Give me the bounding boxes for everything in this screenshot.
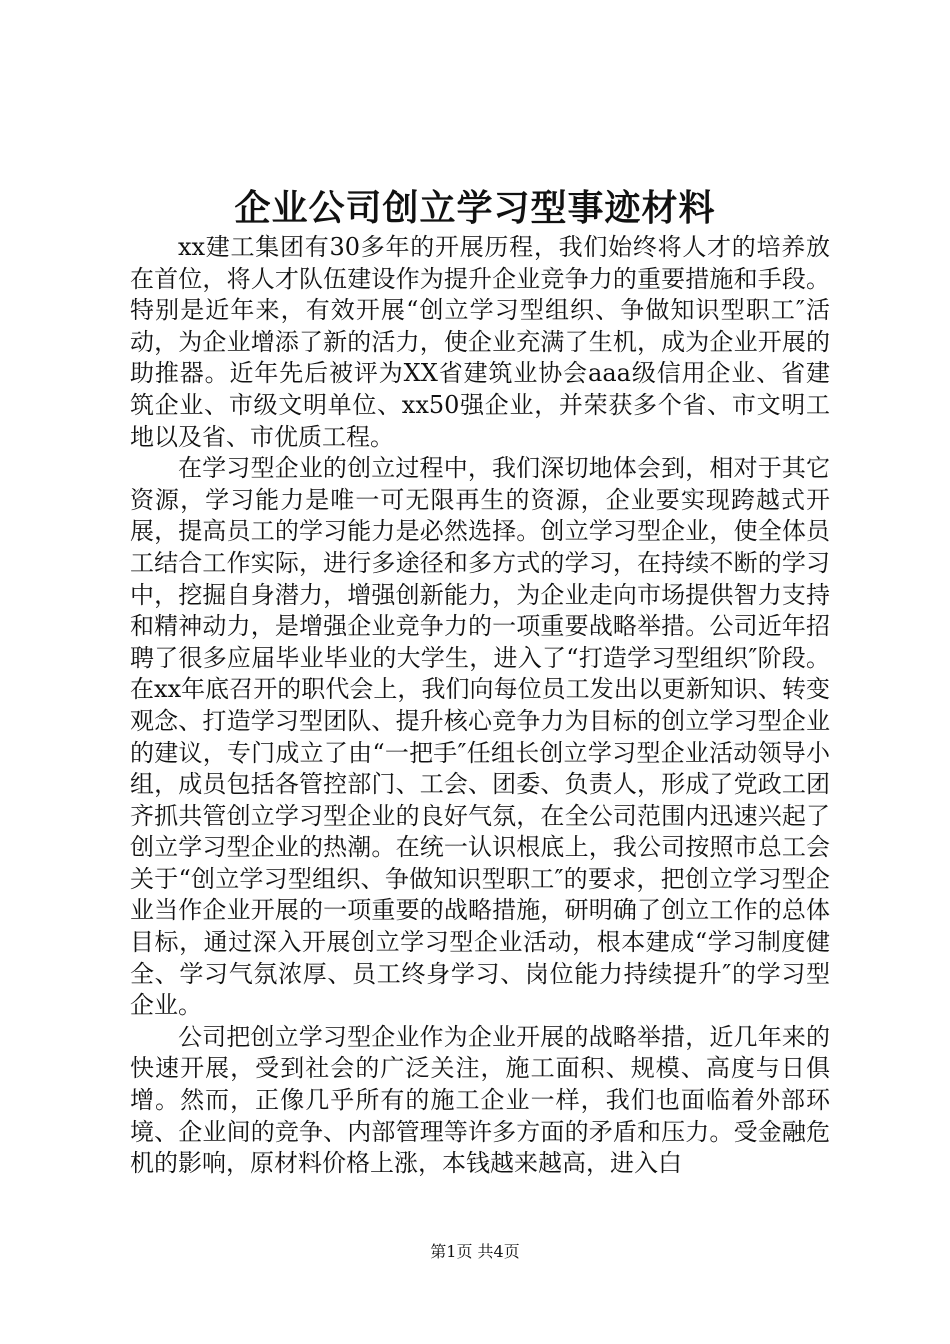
document-title: 企业公司创立学习型事迹材料 <box>234 187 716 229</box>
page-footer: 第1页 共4页 <box>430 1242 520 1261</box>
document-body <box>130 232 830 1180</box>
paragraph: 在学习型企业的创立过程中，我们深切地体会到，相对于其它资源，学习能力是唯一可无限再生的资源，企业要实现跨越式开展，提高员工的学习能力是必然选择。创立学习型企业，使全体员工结合工作实际，进行多途径和多方式的学习，在持续不断的学习中，挖掘自身潜力，增强创新能力，为企业走向市场提供智力支持和精神动力，是增强企业竞争力的一项重要战略举措。公司近年招聘了很多应届毕业毕业的大学生，进入了“打造学习型组织″阶段。在xx年底召开的职代会上，我们向每位员工发出以更新知识、转变观念、打造学习型团队、提升核心竞争力为目标的创立学习型企业的建议，专门成立了由“一把手″任组长创立学习型企业活动领导小组，成员包括各管控部门、工会、团委、负责人，形成了党政工团齐抓共管创立学习型企业的良好气氛，在全公司范围内迅速兴起了创立学习型企业的热潮。在统一认识根底上，我公司按照市总工会关于“创立学习型组织、争做知识型职工″的要求，把创立学习型企业当作企业开展的一项重要的战略措施，研明确了创立工作的总体目标，通过深入开展创立学习型企业活动，根本建成“学习制度健全、学习气氛浓厚、员工终身学习、岗位能力持续提升″的学习型企业。 <box>130 454 830 1020</box>
paragraph: 公司把创立学习型企业作为企业开展的战略举措，近几年来的快速开展，受到社会的广泛关注，施工面积、规模、高度与日俱增。然而，正像几乎所有的施工企业一样，我们也面临着外部环境、企业间的竞争、内部管理等许多方面的矛盾和压力。受金融危机的影响，原材料价格上涨，本钱越来越高，进入白 <box>130 1022 830 1178</box>
paragraph: xx建工集团有30多年的开展历程，我们始终将人才的培养放在首位，将人才队伍建设作为提升企业竞争力的重要措施和手段。特别是近年来，有效开展“创立学习型组织、争做知识型职工″活动，为企业增添了新的活力，使企业充满了生机，成为企业开展的助推器。近年先后被评为XX省建筑业协会aaa级信用企业、省建筑企业、市级文明单位、xx50强企业，并荣获多个省、市文明工地以及省、市优质工程。 <box>130 233 830 451</box>
